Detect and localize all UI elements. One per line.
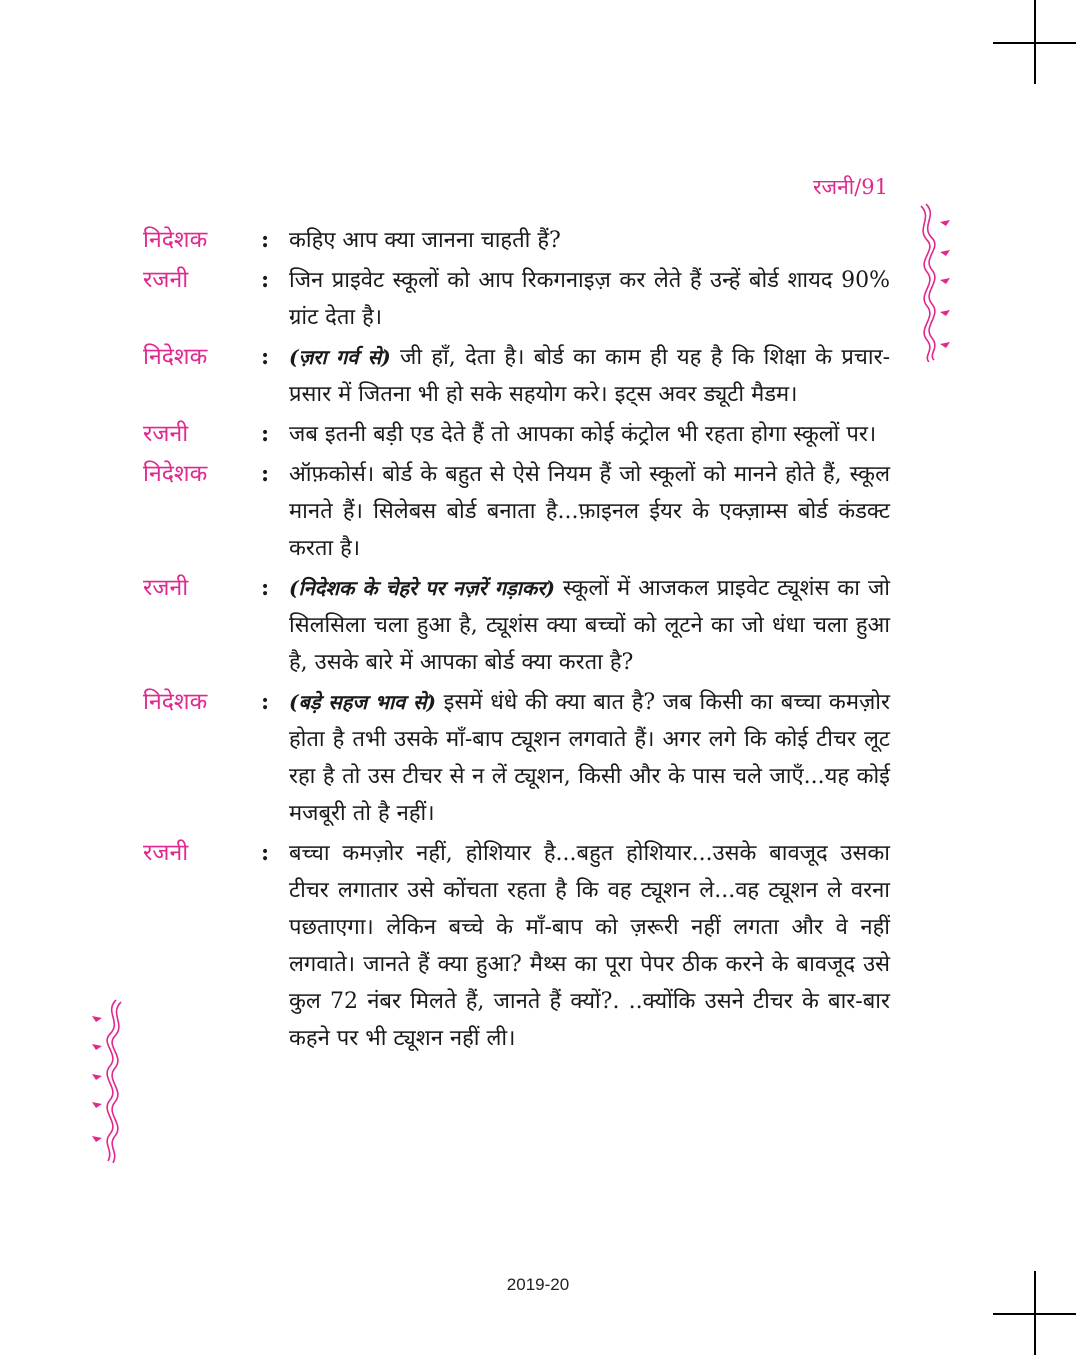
page-footer-year: 2019-20 [506,1275,570,1294]
speaker-colon: : [261,421,270,447]
speaker-name: निदेशक [143,227,208,253]
speaker-colon: : [261,575,270,601]
stage-direction: (निदेशक के चेहरे पर नज़रें गड़ाकर) [289,576,555,600]
speech-text [289,262,890,336]
dialogue-line [143,339,890,413]
speech-text [289,570,890,681]
running-head: रजनी/91 [812,175,888,199]
speaker-colon: : [261,461,270,487]
dialogue-line [143,570,890,681]
speech-content: स्कूलों में आजकल प्राइवेट ट्यूशंस का जो सिलसिला चला हुआ है, ट्यूशंस क्या बच्चों को लूटने का जो धंधा चला हुआ है, उसके बारे में आपका बोर्ड क्या करता है? [289,576,890,675]
speech-content: जब इतनी बड़ी एड देते हैं तो आपका कोई कंट्रोल भी रहता होगा स्कूलों पर। [289,422,877,447]
speech-content: ऑफ़कोर्स। बोर्ड के बहुत से ऐसे नियम हैं जो स्कूलों को मानने होते हैं, स्कूल मानते हैं। सिलेबस बोर्ड बनाता है...फ़ाइनल ईयर के एक्ज़ाम्स बोर्ड कंडक्ट करता है। [289,462,890,561]
dialogue-line [143,456,890,567]
speaker-name: निदेशक [143,689,208,715]
speaker-name: निदेशक [143,344,208,370]
speaker-name: रजनी [143,840,189,866]
speech-text [289,684,890,832]
dialogue-line [143,222,890,259]
speaker-colon: : [261,267,270,293]
ornament-top-right-icon [918,202,958,362]
crop-mark-bottom-horizontal [993,1313,1076,1315]
stage-direction: (बड़े सहज भाव से) [289,690,436,714]
dialogue [143,222,890,1060]
dialogue-line [143,684,890,832]
speech-content: जी हाँ, देता है। बोर्ड का काम ही यह है कि शिक्षा के प्रचार-प्रसार में जितना भी हो सके सहयोग करे। इट्स अवर ड्यूटी मैडम। [289,345,891,407]
speech-content: बच्चा कमज़ोर नहीं, होशियार है...बहुत होशियार...उसके बावजूद उसका टीचर लगातार उसे कोंचता रहता है कि वह ट्यूशन ले...वह ट्यूशन ले वरना पछताएगा। लेकिन बच्चे के माँ-बाप को ज़रूरी नहीं लगता और वे नहीं लगवाते। जानते हैं क्या हुआ? मैथ्स का पूरा पेपर ठीक करने के बावजूद उसे कुल 72 नंबर मिलते हैं, जानते हैं क्यों?. ..क्योंकि उसने टीचर के बार-बार कहने पर भी ट्यूशन नहीं ली। [289,841,890,1051]
speaker-name: निदेशक [143,461,208,487]
dialogue-line [143,416,890,453]
ornament-bottom-left-icon [84,998,124,1163]
speaker-name: रजनी [143,267,189,293]
speaker-colon: : [261,840,270,866]
speaker-colon: : [261,227,270,253]
speech-text [289,416,890,453]
dialogue-line [143,262,890,336]
speech-content: जिन प्राइवेट स्कूलों को आप रिकगनाइज़ कर लेते हैं उन्हें बोर्ड शायद 90% ग्रांट देता है। [289,268,890,330]
speech-content: कहिए आप क्या जानना चाहती हैं? [289,228,561,253]
speaker-name: रजनी [143,421,189,447]
speaker-colon: : [261,344,270,370]
crop-mark-top-horizontal [993,42,1076,44]
speaker-name: रजनी [143,575,189,601]
speech-text [289,339,890,413]
speech-text [289,222,890,259]
speech-content: इसमें धंधे की क्या बात है? जब किसी का बच्चा कमज़ोर होता है तभी उसके माँ-बाप ट्यूशन लगवाते हैं। अगर लगे कि कोई टीचर लूट रहा है तो उस टीचर से न लें ट्यूशन, किसी और के पास चले जाएँ...यह कोई मजबूरी तो है नहीं। [289,690,891,826]
dialogue-line [143,835,890,1057]
speech-text [289,835,890,1057]
stage-direction: (ज़रा गर्व से) [289,345,391,369]
speaker-colon: : [261,689,270,715]
speech-text [289,456,890,567]
